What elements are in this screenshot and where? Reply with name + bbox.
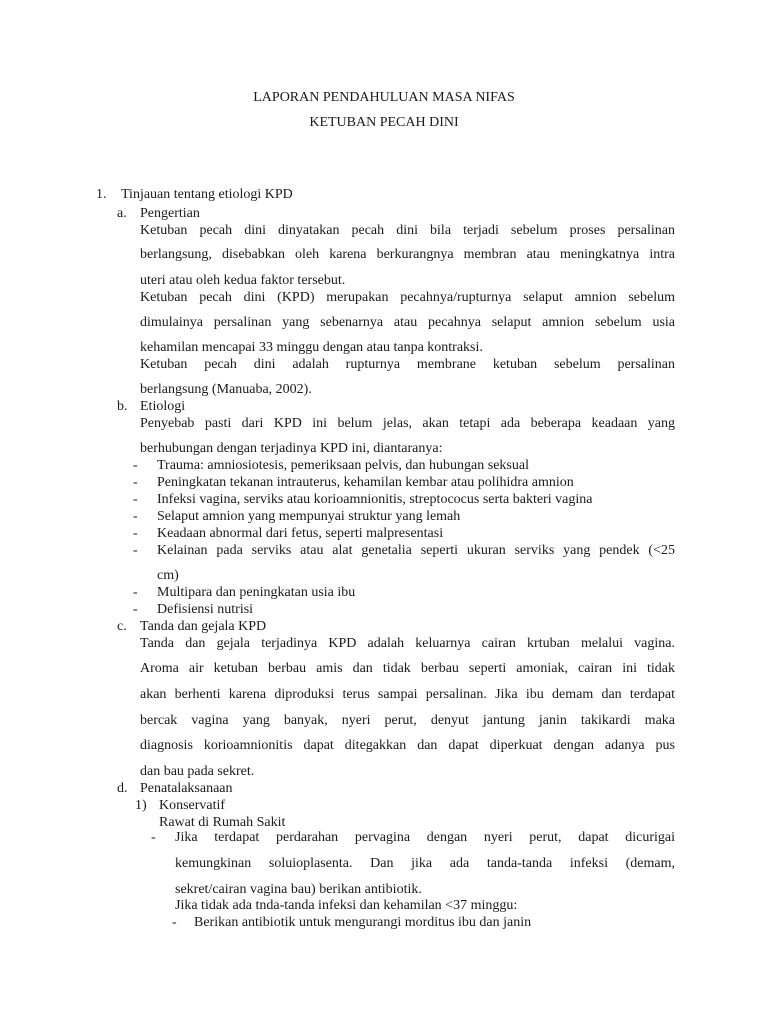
list-item-continuation: cm) — [157, 568, 179, 583]
bullet-dash: - — [133, 602, 138, 617]
list-item: Infeksi vagina, serviks atau korioamnionitis, streptococus serta bakteri vagina — [157, 492, 593, 507]
paragraph-line: Ketuban pecah dini adalah rupturnya membrane ketuban sebelum persalinan — [140, 357, 675, 372]
list-item: Trauma: amniosiotesis, pemeriksaan pelvis, dan hubungan seksual — [157, 458, 529, 473]
paragraph-line: kehamilan mencapai 33 minggu dengan atau tanpa kontraksi. — [140, 340, 483, 355]
section-title: Tinjauan tentang etiologi KPD — [121, 187, 293, 202]
bullet-dash: - — [133, 585, 138, 600]
bullet-dash: - — [133, 526, 138, 541]
list-item: Selaput amnion yang mempunyai struktur yang lemah — [157, 509, 461, 524]
paragraph-line: bercak vagina yang banyak, nyeri perut, denyut jantung janin takikardi maka — [140, 713, 675, 728]
paragraph-line: berhubungan dengan terjadinya KPD ini, diantaranya: — [140, 441, 443, 456]
section-number: 1. — [96, 187, 107, 202]
paragraph-line: Jika terdapat perdarahan pervagina dengan nyeri perut, dapat dicurigai — [175, 830, 675, 845]
paragraph-line: Jika tidak ada tnda-tanda infeksi dan kehamilan <37 minggu: — [175, 898, 518, 913]
bullet-dash: - — [151, 830, 156, 845]
list-item: Berikan antibiotik untuk mengurangi morditus ibu dan janin — [194, 915, 532, 930]
paragraph-line: Penyebab pasti dari KPD ini belum jelas, akan tetapi ada beberapa keadaan yang — [140, 416, 675, 431]
paragraph-line: berlangsung, disebabkan oleh karena berkurangnya membran atau meningkatnya intra — [140, 247, 675, 262]
paragraph-line: diagnosis korioamnionitis dapat ditegakkan dan dapat diperkuat dengan adanya pus — [140, 738, 675, 753]
subsection-marker: c. — [117, 619, 127, 634]
bullet-dash: - — [133, 475, 138, 490]
paragraph-line: dimulainya persalinan yang sebenarnya atau pecahnya selaput amnion sebelum usia — [140, 315, 675, 330]
paragraph-line: akan berhenti karena diproduksi terus sampai persalinan. Jika ibu demam dan terdapat — [140, 687, 675, 702]
paragraph-line: Ketuban pecah dini dinyatakan pecah dini bila terjadi sebelum proses persalinan — [140, 223, 675, 238]
bullet-dash: - — [133, 492, 138, 507]
bullet-dash: - — [133, 543, 138, 558]
list-item: Keadaan abnormal dari fetus, seperti malpresentasi — [157, 526, 444, 541]
paragraph-line: Ketuban pecah dini (KPD) merupakan pecahnya/rupturnya selaput amnion sebelum — [140, 290, 675, 305]
bullet-dash: - — [172, 915, 177, 930]
subsection-title: Etiologi — [140, 399, 186, 414]
document-subtitle: KETUBAN PECAH DINI — [309, 115, 459, 130]
paragraph-line: Rawat di Rumah Sakit — [159, 815, 286, 830]
subsection-marker: a. — [117, 206, 127, 221]
subsection-title: Pengertian — [140, 206, 200, 221]
paragraph-line: Aroma air ketuban berbau amis dan tidak berbau seperti amoniak, cairan ini tidak — [140, 661, 675, 676]
paragraph-line: Tanda dan gejala terjadinya KPD adalah keluarnya cairan krtuban melalui vagina. — [140, 636, 675, 651]
subsection-marker: d. — [117, 781, 128, 796]
subsection-title: Tanda dan gejala KPD — [140, 619, 267, 634]
subitem-title: Konservatif — [159, 798, 226, 813]
list-item: Multipara dan peningkatan usia ibu — [157, 585, 356, 600]
subsection-title: Penatalaksanaan — [140, 781, 233, 796]
subsection-marker: b. — [117, 399, 128, 414]
document-title: LAPORAN PENDAHULUAN MASA NIFAS — [253, 90, 515, 105]
paragraph-line: berlangsung (Manuaba, 2002). — [140, 382, 312, 397]
paragraph-line: kemungkinan soluioplasenta. Dan jika ada tanda-tanda infeksi (demam, — [175, 856, 675, 871]
list-item: Kelainan pada serviks atau alat genetalia seperti ukuran serviks yang pendek (<25 — [157, 543, 675, 558]
paragraph-line: sekret/cairan vagina bau) berikan antibiotik. — [175, 882, 422, 897]
list-item: Peningkatan tekanan intrauterus, kehamilan kembar atau polihidra amnion — [157, 475, 574, 490]
list-item: Defisiensi nutrisi — [157, 602, 254, 617]
subitem-number: 1) — [135, 798, 147, 813]
bullet-dash: - — [133, 458, 138, 473]
bullet-dash: - — [133, 509, 138, 524]
paragraph-line: uteri atau oleh kedua faktor tersebut. — [140, 273, 346, 288]
paragraph-line: dan bau pada sekret. — [140, 764, 255, 779]
